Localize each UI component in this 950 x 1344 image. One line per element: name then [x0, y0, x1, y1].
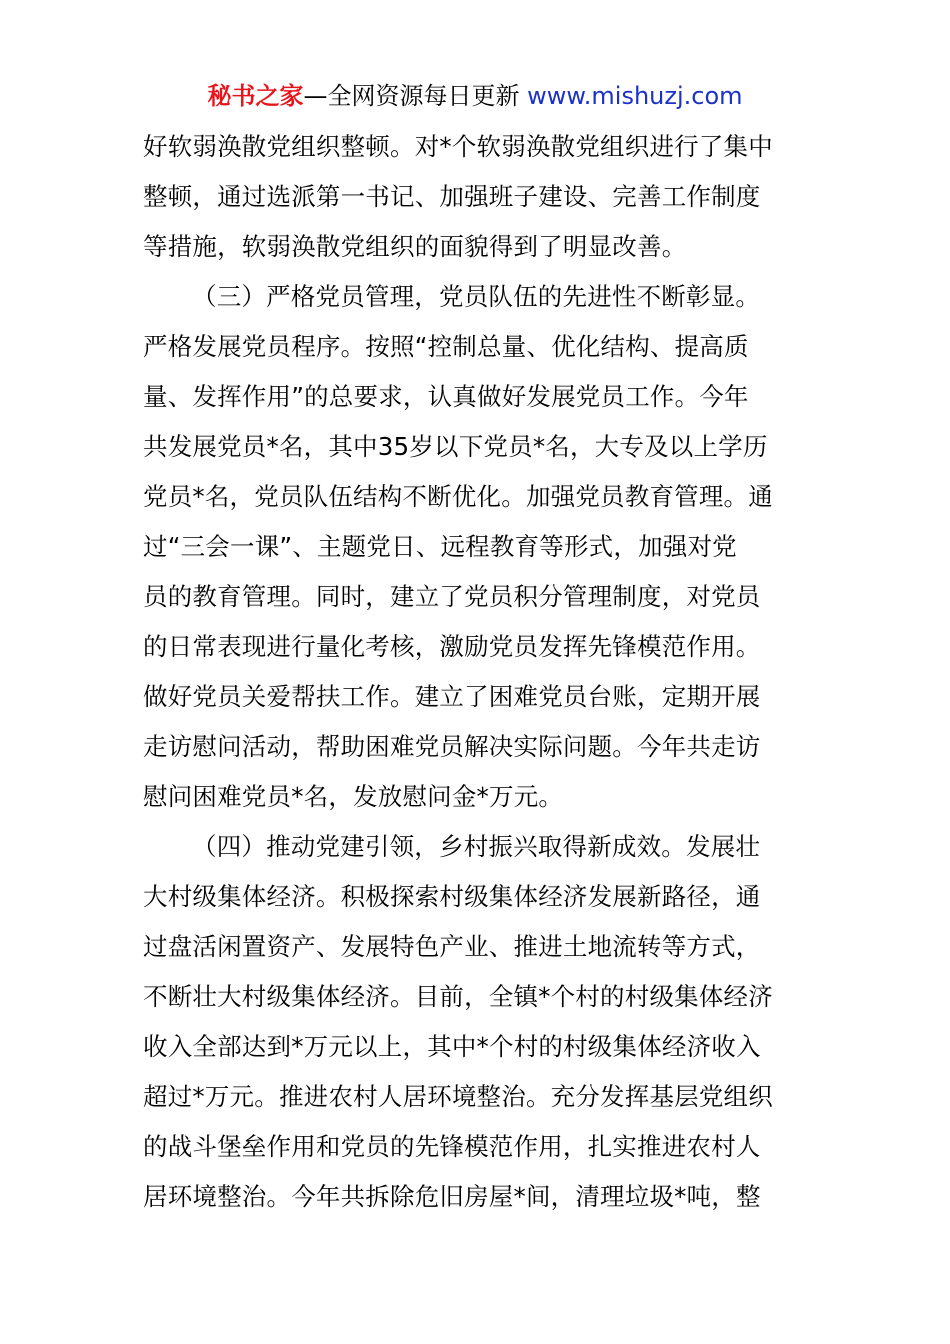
body-line: 居环境整治。今年共拆除危旧房屋*间，清理垃圾*吨，整 [143, 1182, 761, 1211]
body-line: 超过*万元。推进农村人居环境整治。充分发挥基层党组织 [143, 1082, 773, 1111]
body-line: 收入全部达到*万元以上，其中*个村的村级集体经济收入 [143, 1032, 761, 1061]
document-body [143, 122, 808, 1222]
body-line: 走访慰问活动，帮助困难党员解决实际问题。今年共走访 [143, 732, 761, 761]
section-heading-3: （三）严格党员管理，党员队伍的先进性不断彰显。 [192, 282, 761, 311]
body-line: 等措施，软弱涣散党组织的面貌得到了明显改善。 [143, 232, 687, 261]
body-line: 的战斗堡垒作用和党员的先锋模范作用，扎实推进农村人 [143, 1132, 761, 1161]
site-tagline: —全网资源每日更新 [303, 82, 528, 110]
body-line: 共发展党员*名，其中35岁以下党员*名，大专及以上学历 [143, 432, 768, 461]
body-line: 的日常表现进行量化考核，激励党员发挥先锋模范作用。 [143, 632, 761, 661]
body-line: 慰问困难党员*名，发放慰问金*万元。 [143, 782, 564, 811]
section-heading-4: （四）推动党建引领，乡村振兴取得新成效。发展壮 [192, 832, 761, 861]
body-line: 量、发挥作用”的总要求，认真做好发展党员工作。今年 [143, 382, 749, 411]
site-url-link[interactable]: www.mishuzj.com [527, 82, 743, 110]
body-line: 好软弱涣散党组织整顿。对*个软弱涣散党组织进行了集中 [143, 132, 773, 161]
body-line: 员的教育管理。同时，建立了党员积分管理制度，对党员 [143, 582, 761, 611]
body-line: 党员*名，党员队伍结构不断优化。加强党员教育管理。通 [143, 482, 773, 511]
site-brand: 秘书之家 [207, 82, 304, 110]
site-header [0, 80, 950, 112]
body-line: 严格发展党员程序。按照“控制总量、优化结构、提高质 [143, 332, 749, 361]
body-line: 做好党员关爱帮扶工作。建立了困难党员台账，定期开展 [143, 682, 761, 711]
body-line: 大村级集体经济。积极探索村级集体经济发展新路径，通 [143, 882, 761, 911]
body-line: 不断壮大村级集体经济。目前，全镇*个村的村级集体经济 [143, 982, 773, 1011]
body-line: 整顿，通过选派第一书记、加强班子建设、完善工作制度 [143, 182, 761, 211]
body-line: 过盘活闲置资产、发展特色产业、推进土地流转等方式， [143, 932, 761, 961]
body-line: 过“三会一课”、主题党日、远程教育等形式，加强对党 [143, 532, 737, 561]
